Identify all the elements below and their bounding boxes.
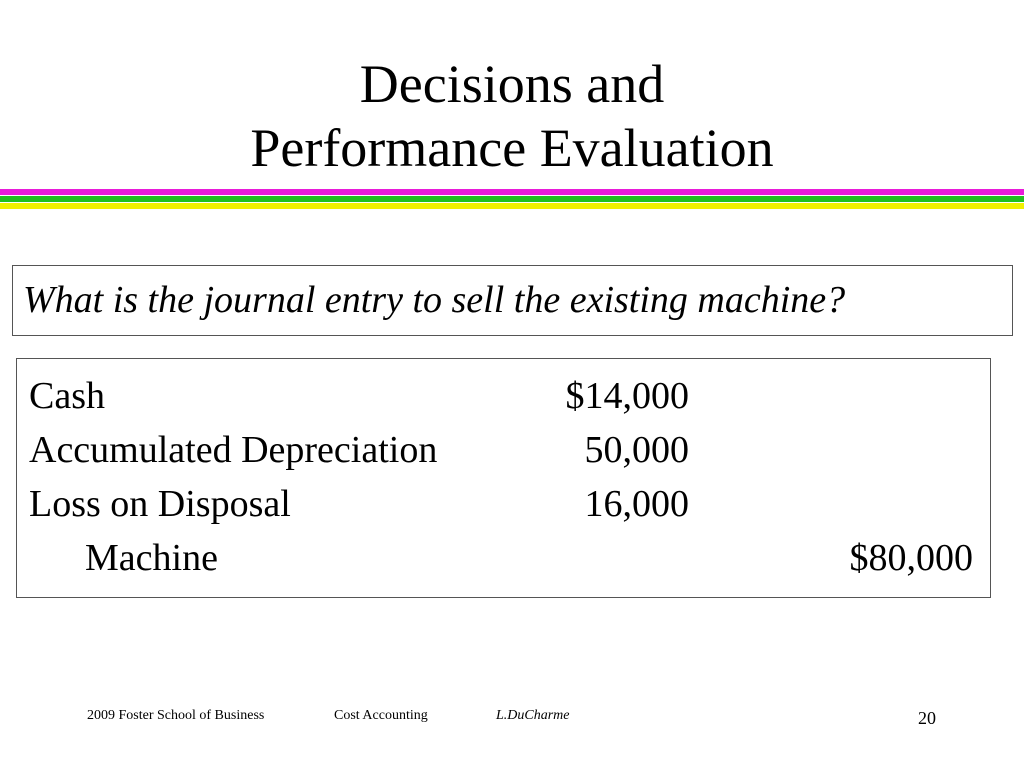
title-line-1: Decisions and (359, 54, 665, 114)
question-box (12, 265, 1013, 336)
account-name: Cash (29, 375, 105, 417)
credit-amount: $80,000 (849, 537, 973, 579)
account-name: Machine (85, 537, 218, 579)
slide-title (0, 52, 1024, 180)
footer-year-school: 2009 Foster School of Business (87, 708, 265, 723)
footer-course: Cost Accounting (334, 708, 428, 723)
divider-stripe-green (0, 196, 1024, 202)
journal-entry-row (17, 531, 992, 585)
debit-amount: 50,000 (584, 429, 689, 471)
divider-stripe-magenta (0, 189, 1024, 195)
journal-entry-row (17, 369, 992, 423)
footer-author: L.DuCharme (496, 708, 570, 723)
page-number: 20 (918, 708, 936, 728)
question-text: What is the journal entry to sell the existing machine? (23, 279, 846, 321)
journal-entry-box (16, 358, 991, 598)
title-line-2: Performance Evaluation (250, 118, 774, 178)
account-name: Accumulated Depreciation (29, 429, 438, 471)
account-name: Loss on Disposal (29, 483, 291, 525)
debit-amount: 16,000 (584, 483, 689, 525)
divider-stripe-yellow (0, 203, 1024, 209)
debit-amount: $14,000 (565, 375, 689, 417)
journal-entry-row (17, 477, 992, 531)
journal-entry-row (17, 423, 992, 477)
